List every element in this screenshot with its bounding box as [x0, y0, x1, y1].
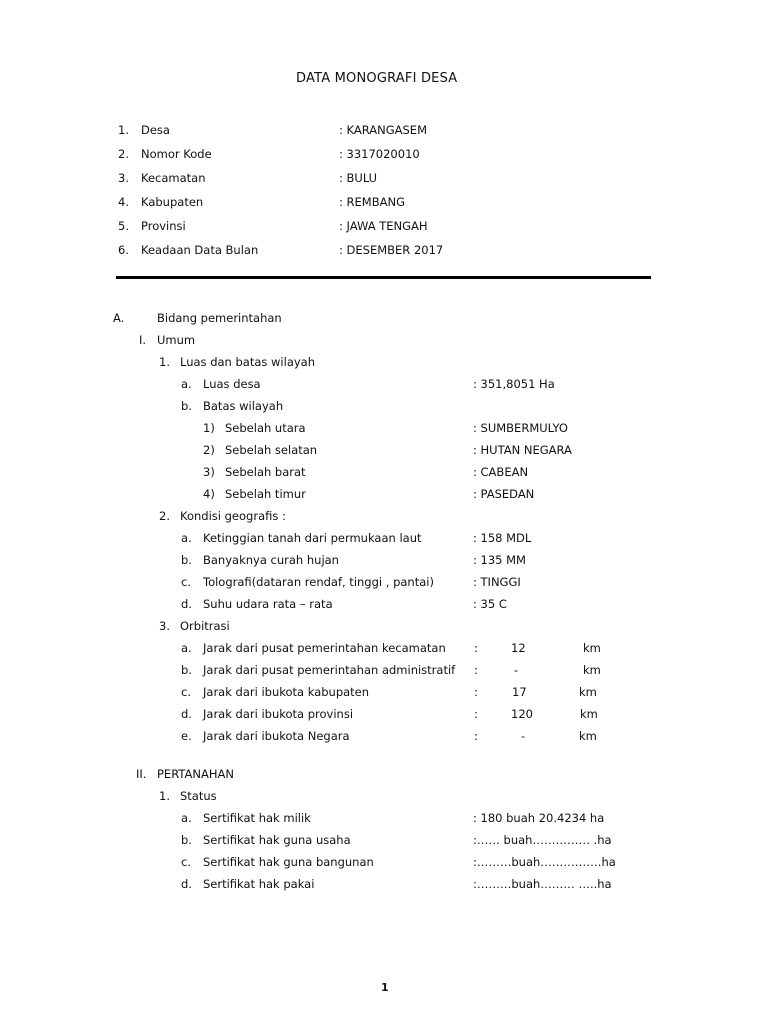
header-item-label: Keadaan Data Bulan: [141, 243, 259, 257]
header-item-number: 4.: [118, 195, 129, 209]
boundary-value: : PASEDAN: [473, 487, 535, 501]
item-marker: b.: [181, 399, 192, 413]
header-item-value: : REMBANG: [339, 195, 405, 209]
item-label: Sertifikat hak pakai: [203, 877, 315, 891]
item-label: Suhu udara rata – rata: [203, 597, 333, 611]
header-item-number: 6.: [118, 243, 129, 257]
item-marker: b.: [181, 663, 192, 677]
header-item-label: Kecamatan: [141, 171, 206, 185]
item-marker: a.: [181, 811, 192, 825]
item-label: Sertifikat hak milik: [203, 811, 311, 825]
part-marker: I.: [139, 333, 147, 347]
header-item-label: Desa: [141, 123, 170, 137]
item-colon: :: [474, 641, 478, 655]
item-label: Batas wilayah: [203, 399, 284, 413]
header-item-number: 3.: [118, 171, 129, 185]
distance-unit: km: [579, 729, 597, 743]
subsection-marker: 2.: [159, 509, 170, 523]
item-label: Sertifikat hak guna usaha: [203, 833, 351, 847]
subsection-marker: 1.: [159, 789, 170, 803]
header-item-value: : 3317020010: [339, 147, 420, 161]
item-label: Ketinggian tanah dari permukaan laut: [203, 531, 422, 545]
subsection-heading: Orbitrasi: [180, 619, 230, 633]
item-marker: d.: [181, 707, 192, 721]
item-marker: a.: [181, 377, 192, 391]
distance-value: 12: [511, 641, 526, 655]
item-marker: c.: [181, 685, 191, 699]
item-label: Luas desa: [203, 377, 261, 391]
item-value: : 158 MDL: [473, 531, 532, 545]
boundary-marker: 4): [203, 487, 215, 501]
distance-value: 17: [512, 685, 527, 699]
item-label: Jarak dari pusat pemerintahan administratif: [203, 663, 456, 677]
item-label: Tolografi(dataran rendaf, tinggi , pantai): [203, 575, 434, 589]
boundary-label: Sebelah selatan: [225, 443, 318, 457]
distance-value: -: [521, 729, 526, 743]
part-heading: Umum: [157, 333, 196, 347]
section-heading: Bidang pemerintahan: [157, 311, 282, 325]
boundary-label: Sebelah barat: [225, 465, 306, 479]
item-label: Jarak dari ibukota provinsi: [203, 707, 354, 721]
item-value: : 135 MM: [473, 553, 526, 567]
item-label: Sertifikat hak guna bangunan: [203, 855, 374, 869]
item-marker: a.: [181, 531, 192, 545]
distance-value: -: [514, 663, 519, 677]
header-item-label: Nomor Kode: [141, 147, 212, 161]
part-heading: PERTANAHAN: [157, 767, 234, 781]
item-marker: c.: [181, 575, 191, 589]
header-item-number: 2.: [118, 147, 129, 161]
header-item-number: 1.: [118, 123, 129, 137]
header-item-value: : JAWA TENGAH: [339, 219, 428, 233]
part-marker: II.: [136, 767, 147, 781]
item-label: Jarak dari pusat pemerintahan kecamatan: [203, 641, 446, 655]
section-marker: A.: [113, 311, 125, 325]
document-title: DATA MONOGRAFI DESA: [296, 71, 458, 86]
item-label: Jarak dari ibukota kabupaten: [203, 685, 370, 699]
item-value: : 351,8051 Ha: [473, 377, 555, 391]
header-item-label: Kabupaten: [141, 195, 204, 209]
distance-unit: km: [583, 663, 601, 677]
item-colon: :: [474, 729, 478, 743]
subsection-marker: 3.: [159, 619, 170, 633]
boundary-label: Sebelah timur: [225, 487, 306, 501]
horizontal-divider: [116, 276, 651, 279]
subsection-heading: Status: [180, 789, 217, 803]
item-value: :………buah…………….ha: [473, 855, 616, 869]
subsection-marker: 1.: [159, 355, 170, 369]
item-colon: :: [474, 685, 478, 699]
item-value: : 180 buah 20.4234 ha: [473, 811, 605, 825]
distance-unit: km: [580, 707, 598, 721]
boundary-value: : HUTAN NEGARA: [473, 443, 572, 457]
distance-unit: km: [579, 685, 597, 699]
boundary-marker: 2): [203, 443, 215, 457]
item-colon: :: [474, 663, 478, 677]
header-item-value: : DESEMBER 2017: [339, 243, 444, 257]
item-marker: d.: [181, 877, 192, 891]
header-item-value: : KARANGASEM: [339, 123, 427, 137]
boundary-label: Sebelah utara: [225, 421, 306, 435]
item-value: :………buah……… …..ha: [473, 877, 612, 891]
header-item-label: Provinsi: [141, 219, 186, 233]
item-marker: d.: [181, 597, 192, 611]
distance-value: 120: [511, 707, 533, 721]
item-colon: :: [474, 707, 478, 721]
item-marker: b.: [181, 833, 192, 847]
boundary-marker: 3): [203, 465, 215, 479]
item-value: : TINGGI: [473, 575, 521, 589]
subsection-heading: Luas dan batas wilayah: [180, 355, 316, 369]
boundary-value: : CABEAN: [473, 465, 529, 479]
page-number: 1: [381, 981, 389, 994]
item-value: : 35 C: [473, 597, 507, 611]
distance-unit: km: [583, 641, 601, 655]
item-label: Banyaknya curah hujan: [203, 553, 339, 567]
header-item-number: 5.: [118, 219, 129, 233]
item-value: :…… buah…………… .ha: [473, 833, 612, 847]
item-marker: c.: [181, 855, 191, 869]
boundary-marker: 1): [203, 421, 215, 435]
item-label: Jarak dari ibukota Negara: [203, 729, 350, 743]
subsection-heading: Kondisi geografis :: [180, 509, 286, 523]
item-marker: b.: [181, 553, 192, 567]
boundary-value: : SUMBERMULYO: [473, 421, 568, 435]
item-marker: e.: [181, 729, 192, 743]
item-marker: a.: [181, 641, 192, 655]
header-item-value: : BULU: [339, 171, 378, 185]
